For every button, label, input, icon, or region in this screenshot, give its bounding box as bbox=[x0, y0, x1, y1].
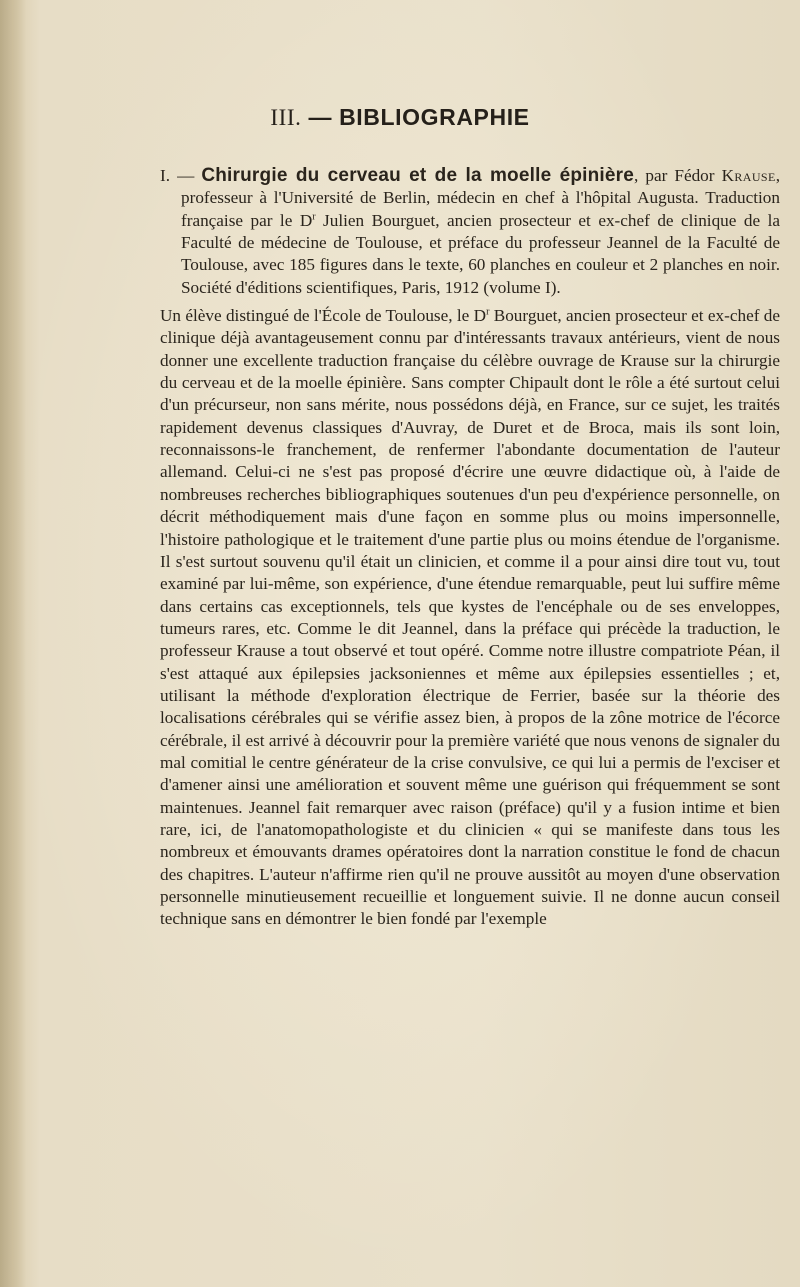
review-paragraph bbox=[160, 305, 780, 931]
review-text-2: Bourguet, ancien prosecteur et ex-chef de clinique déjà avantageusement connu par d'intéressants travaux antérieurs, vient de nous donner une excellente traduction française du célèbre ouvrage de Krause sur la chirurgie du cerveau et de la moelle épinière. Sans compter Chipault dont le rôle a été surtout celui d'un précurseur, non sans mérite, nous possédons déjà, en France, sur ce sujet, les traités rapidement devenus classiques d'Auvray, de Duret et de Broca, mais ils sont loin, reconnaissons-le franchement, de renfermer l'abondante documentation de l'auteur allemand. Celui-ci ne s'est pas proposé d'écrire une œuvre didactique où, à l'aide de nombreuses recherches bibliographiques soutenues d'un peu d'expérience personnelle, on décrit méthodiquement mais d'une façon en somme plus ou moins impersonnelle, l'histoire pathologique et le traitement d'une partie plus ou moins étendue de l'organisme. Il s'est surtout souvenu qu'il était un clinicien, et comme il a pour ainsi dire tout vu, tout examiné par lui-même, son expérience, d'une étendue remarquable, peut lui suffire même dans certains cas exceptionnels, tels que kystes de l'encéphale ou de ses enveloppes, tumeurs rares, etc. Comme le dit Jeannel, dans la préface qui précède la traduction, le professeur Krause a tout observé et tout opéré. Comme notre illustre compatriote Péan, il s'est attaqué aux épilepsies jacksoniennes et même aux épilepsies essentielles ; et, utilisant la méthode d'exploration électrique de Ferrier, basée sur la théorie des localisations cérébrales qui se vérifie assez bien, à propos de la zône motrice de l'écorce cérébrale, il est arrivé à découvrir pour la première variété que nous venons de signaler du mal comitial le centre générateur de la crise convulsive, ce qui lui a permis de l'exciser et d'amener ainsi une amélioration et souvent même une guérison qui fréquemment se sont maintenues. Jeannel fait remarquer avec raison (préface) qu'il y a fusion intime et bien rare, ici, de l'anatomopathologiste et du clinicien « qui se manifeste dans tous les nombreux et émouvants drames opératoires dont la narration constitue le fond de chacun des chapitres. L'auteur n'affirme rien qu'il ne prouve aussitôt au moyen d'une observation personnelle minutieusement recueillie et longuement suivie. Il ne donne aucun conseil technique sans en démontrer le bien fondé par l'exemple bbox=[160, 306, 781, 929]
entry-author: Krause bbox=[721, 166, 776, 185]
entry-title: Chirurgie du cerveau et de la moelle épinière bbox=[201, 165, 635, 186]
article-body bbox=[160, 165, 780, 931]
entry-number: I. — bbox=[160, 166, 202, 185]
entry-text-3: Julien Bourguet, ancien prosecteur et ex-chef de clinique de la Faculté de médecine de Toulouse, et préface du professeur Jeannel de la Faculté de Toulouse, avec 185 figures dans le texte, 60 planches en couleur et 2 planches en noir. Société d'éditions scientifiques, Paris, 1912 (volume I). bbox=[181, 210, 780, 297]
entry-text-1: , par Fédor bbox=[634, 166, 722, 185]
section-number: III. bbox=[270, 105, 302, 130]
review-superscript: r bbox=[486, 306, 490, 318]
review-text-1: Un élève distingué de l'École de Toulouse, le D bbox=[160, 306, 487, 326]
book-gutter-shadow bbox=[0, 0, 26, 1287]
section-dash: — bbox=[301, 104, 340, 130]
entry-superscript: r bbox=[312, 210, 316, 222]
section-heading bbox=[0, 104, 800, 131]
bibliography-entry bbox=[160, 165, 780, 299]
entry-text-2: , professeur à l'Université de Berlin, médecin en chef à l'hôpital Augusta. Traduction française par le D bbox=[181, 166, 781, 230]
section-title: BIBLIOGRAPHIE bbox=[339, 104, 530, 130]
